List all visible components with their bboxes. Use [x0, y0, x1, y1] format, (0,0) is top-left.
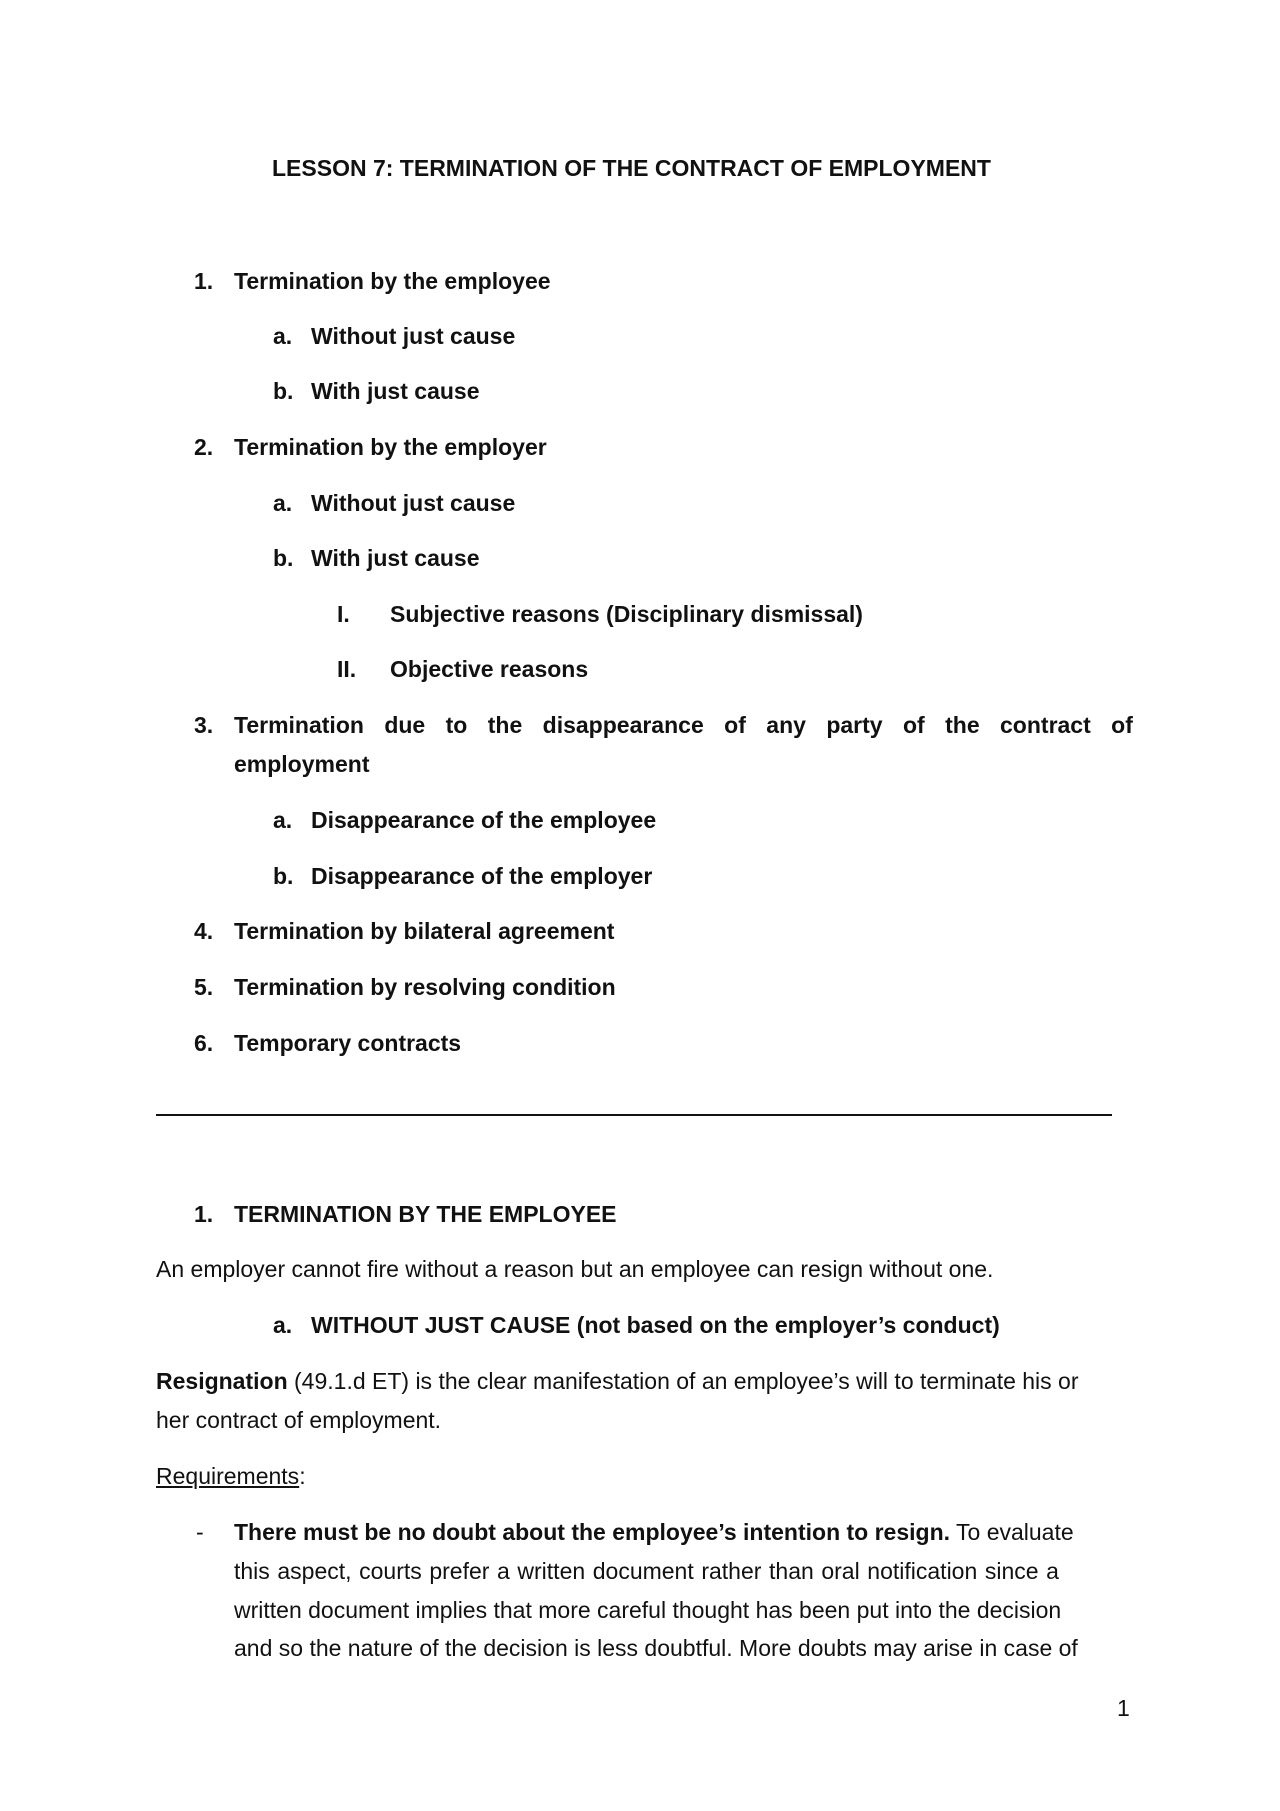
- outline-subitem: Disappearance of the employer: [311, 863, 653, 889]
- resignation-definition: (49.1.d ET) is the clear manifestation of an employee’s will to terminate his or: [287, 1368, 1079, 1394]
- outline-item-temporary: Temporary contracts: [234, 1030, 462, 1056]
- outline-item-continuation: employment: [234, 751, 370, 777]
- outline-item-resolving: Termination by resolving condition: [234, 974, 616, 1000]
- subsection-letter: a.: [273, 1312, 293, 1338]
- section-number: 1.: [194, 1201, 214, 1227]
- outline-subitem: With just cause: [311, 545, 480, 571]
- word: disappearance: [542, 712, 704, 738]
- word: of: [902, 712, 925, 738]
- outline-item-disappearance: [234, 712, 1133, 739]
- word: the: [487, 712, 523, 738]
- outline-subsubitem: Subjective reasons (Disciplinary dismissal): [390, 601, 863, 627]
- outline-number: 4.: [194, 918, 214, 944]
- outline-item-bilateral: Termination by bilateral agreement: [234, 918, 615, 944]
- outline-number: 2.: [194, 434, 214, 460]
- outline-subitem: With just cause: [311, 378, 480, 404]
- word: Termination: [234, 712, 364, 738]
- outline-subitem: Without just cause: [311, 490, 516, 516]
- bullet-line3: written document implies that more careful thought has been put into the decision: [234, 1597, 1062, 1623]
- outline-number: 6.: [194, 1030, 214, 1056]
- outline-letter: b.: [273, 378, 294, 404]
- word: due: [384, 712, 426, 738]
- outline-letter: b.: [273, 545, 294, 571]
- outline-letter: b.: [273, 863, 294, 889]
- section-heading: TERMINATION BY THE EMPLOYEE: [234, 1201, 617, 1227]
- bullet-line2: this aspect, courts prefer a written document rather than oral notification since a: [234, 1558, 1059, 1584]
- resignation-term: Resignation: [156, 1368, 288, 1394]
- requirements-label: Requirements: [156, 1463, 300, 1489]
- resignation-paragraph-line1: [156, 1368, 1079, 1395]
- requirements-label-row: [156, 1463, 306, 1490]
- outline-subitem: Disappearance of the employee: [311, 807, 657, 833]
- bullet-dash: -: [196, 1519, 204, 1545]
- outline-roman: II.: [337, 656, 357, 682]
- word: to: [445, 712, 468, 738]
- section-intro: An employer cannot fire without a reason but an employee can resign without one.: [156, 1256, 994, 1282]
- outline-item-termination-by-employer: Termination by the employer: [234, 434, 547, 460]
- outline-subsubitem: Objective reasons: [390, 656, 589, 682]
- outline-number: 5.: [194, 974, 214, 1000]
- bullet-line1: [234, 1519, 1074, 1546]
- horizontal-rule: [156, 1114, 1112, 1116]
- outline-item-termination-by-employee: Termination by the employee: [234, 268, 551, 294]
- bullet-text: To evaluate: [950, 1519, 1074, 1545]
- word: of: [724, 712, 746, 738]
- page-number: 1: [1117, 1695, 1130, 1721]
- outline-roman: I.: [337, 601, 350, 627]
- bullet-emphasis: There must be no doubt about the employee’s intention to resign.: [234, 1519, 951, 1545]
- word: party: [826, 712, 883, 738]
- word: any: [766, 712, 806, 738]
- outline-letter: a.: [273, 807, 293, 833]
- outline-letter: a.: [273, 323, 293, 349]
- word: contract: [1000, 712, 1091, 738]
- word: of: [1111, 712, 1133, 738]
- bullet-line4: and so the nature of the decision is less doubtful. More doubts may arise in case of: [234, 1635, 1078, 1661]
- word: the: [945, 712, 980, 738]
- subsection-heading: WITHOUT JUST CAUSE (not based on the employer’s conduct): [311, 1312, 1000, 1338]
- resignation-paragraph-line2: her contract of employment.: [156, 1407, 442, 1433]
- outline-number: 3.: [194, 712, 214, 738]
- outline-number: 1.: [194, 268, 214, 294]
- outline-subitem: Without just cause: [311, 323, 516, 349]
- outline-letter: a.: [273, 490, 293, 516]
- page-title: LESSON 7: TERMINATION OF THE CONTRACT OF EMPLOYMENT: [272, 155, 991, 181]
- requirements-colon: :: [299, 1463, 306, 1489]
